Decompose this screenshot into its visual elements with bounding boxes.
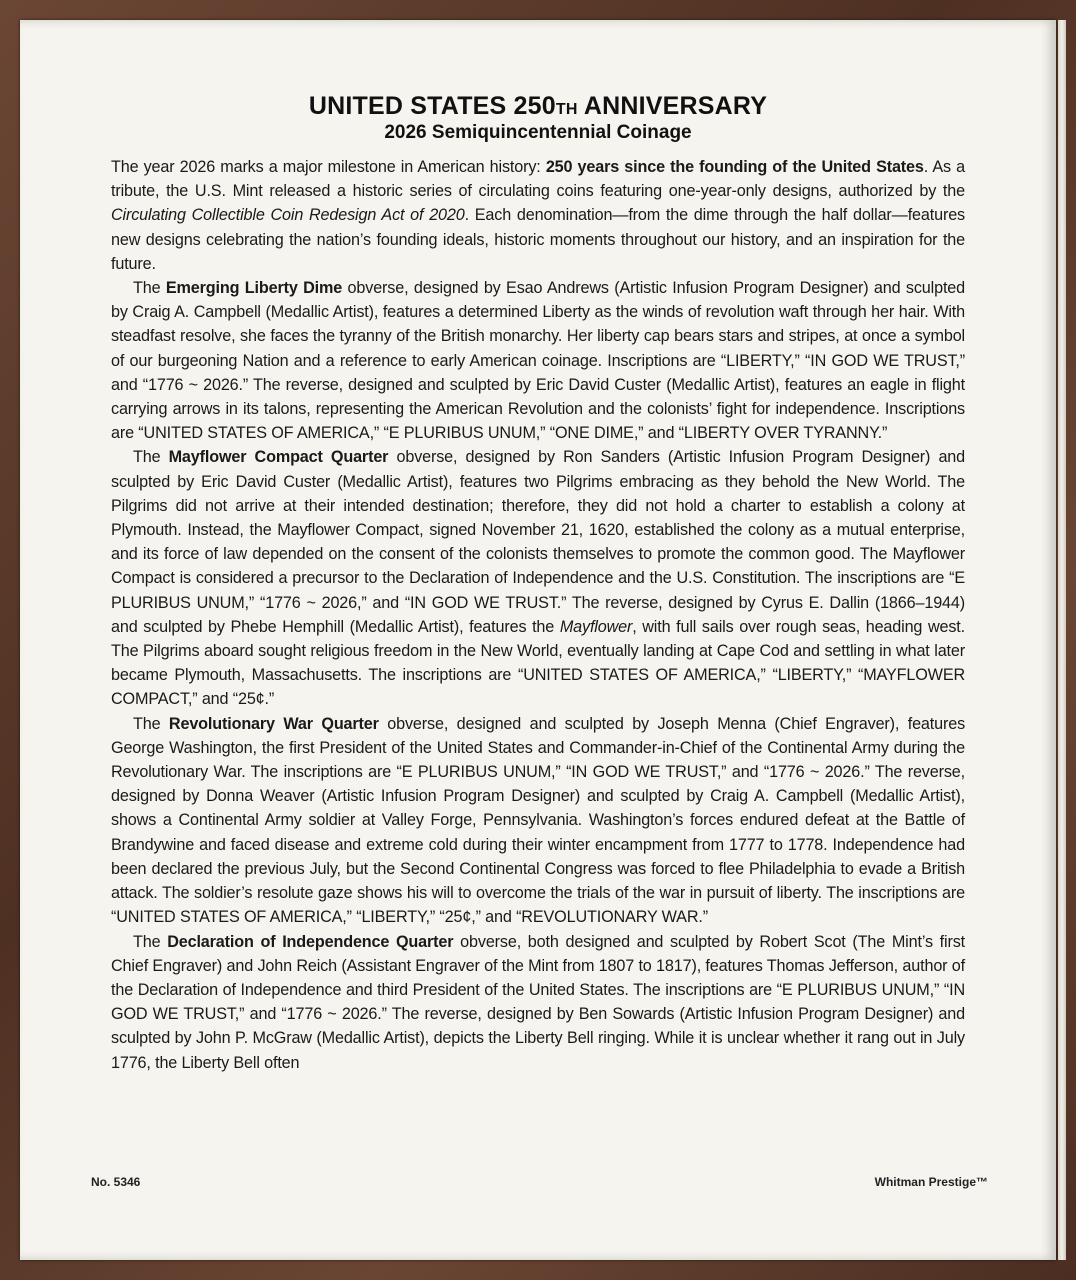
intro-paragraph: The year 2026 marks a major milestone in American history: 250 years since the founding of the United States. As a tribute, the U.S. Mint released a historic series of circulating coins featuring one-year-only designs, authorized by the Circulating Collectible Coin Redesign Act of 2020. Each denomination—from the dime through the half dollar—features new designs celebrating the nation’s founding ideals, historic moments throughout our history, and an inspiration for the future.	[111, 158, 966, 273]
declaration-paragraph: The Declaration of Independence Quarter obverse, both designed and sculpted by Robert Scot (The Mint’s first Chief Engraver) and John Reich (Assistant Engraver of the Mint from 1807 to 1817), features Thomas Jefferson, author of the Declaration of Independence and third President of the United States. The inscriptions are “E PLURIBUS UNUM,” “IN GOD WE TRUST,” and “1776 ~ 2026.” The reverse, designed by Ben Sowards (Artistic Infusion Program Designer) and sculpted by John P. McGraw (Medallic Artist), depicts the Liberty Bell ringing. While it is unclear whether it rang out in July 1776, the Liberty Bell often	[111, 932, 965, 1072]
page-subtitle: 2026 Semiquincentennial Coinage	[384, 122, 692, 143]
mayflower-paragraph: The Mayflower Compact Quarter obverse, designed by Ron Sanders (Artistic Infusion Program Designer) and sculpted by Eric David Custer (Medallic Artist), features two Pilgrims embracing as they behold the New World. The Pilgrims did not arrive at their intended destination; therefore, they did not hold a charter to establish a colony at Plymouth. Instead, the Mayflower Compact, signed November 21, 1620, established the colony as a mutual enterprise, and its force of law depended on the consent of the colonists themselves to promote the common good. The Mayflower Compact is considered a precursor to the Declaration of Independence and the U.S. Constitution. The inscriptions are “E PLURIBUS UNUM,” “1776 ~ 2026,” and “IN GOD WE TRUST.” The reverse, designed by Cyrus E. Dallin (1866–1944) and sculpted by Phebe Hemphill (Medallic Artist), features the Mayflower, with full sails over rough seas, heading west. The Pilgrims aboard sought religious freedom in the New World, eventually landing at Cape Cod and settling in what later became Plymouth, Massachusetts. The inscriptions are “UNITED STATES OF AMERICA,” “LIBERTY,” “MAYFLOWER COMPACT,” and “25¢.”	[111, 448, 965, 709]
title-ordinal: TH	[555, 101, 578, 118]
page-title: UNITED STATES 250TH ANNIVERSARY	[308, 92, 768, 120]
dime-paragraph: The Emerging Liberty Dime obverse, designed by Esao Andrews (Artistic Infusion Program Designer) and sculpted by Craig A. Campbell (Medallic Artist), features a determined Liberty as the winds of revolution waft through her hair. With steadfast resolve, she faces the tyranny of the British monarchy. Her liberty cap bears stars and stripes, at once a symbol of our burgeoning Nation and a reference to early American coinage. Inscriptions are “LIBERTY,” “IN GOD WE TRUST,” and “1776 ~ 2026.” The reverse, designed and sculpted by Eric David Custer (Medallic Artist), features an eagle in flight carrying arrows in its talons, representing the American Revolution and the colonists’ fight for independence. Inscriptions are “UNITED STATES OF AMERICA,” “E PLURIBUS UNUM,” “ONE DIME,” and “LIBERTY OVER TYRANNY.”	[111, 279, 966, 443]
article-body	[111, 155, 965, 1075]
product-number: No. 5346	[91, 1175, 141, 1189]
revolutionary-war-paragraph: The Revolutionary War Quarter obverse, designed and sculpted by Joseph Menna (Chief Engraver), features George Washington, the first President of the United States and Commander-in-Chief of the Continental Army during the Revolutionary War. The inscriptions are “E PLURIBUS UNUM,” “IN GOD WE TRUST,” and “1776 ~ 2026.” The reverse, designed by Donna Weaver (Artistic Infusion Program Designer) and sculpted by Craig A. Campbell (Medallic Artist), shows a Continental Army soldier at Valley Forge, Pennsylvania. Washington’s forces endured defeat at the Battle of Brandywine and faced disease and extreme cold during their winter encampment from 1777 to 1778. Independence had been declared the previous July, but the Second Continental Congress was forced to flee Philadelphia to evade a British attack. The soldier’s resolute gaze shows his will to overcome the trials of the war in pursuit of liberty. The inscriptions are “UNITED STATES OF AMERICA,” “LIBERTY,” “25¢,” and “REVOLUTIONARY WAR.”	[111, 714, 966, 927]
page-edge	[1058, 20, 1066, 1260]
brand-name: Whitman Prestige™	[874, 1175, 988, 1189]
